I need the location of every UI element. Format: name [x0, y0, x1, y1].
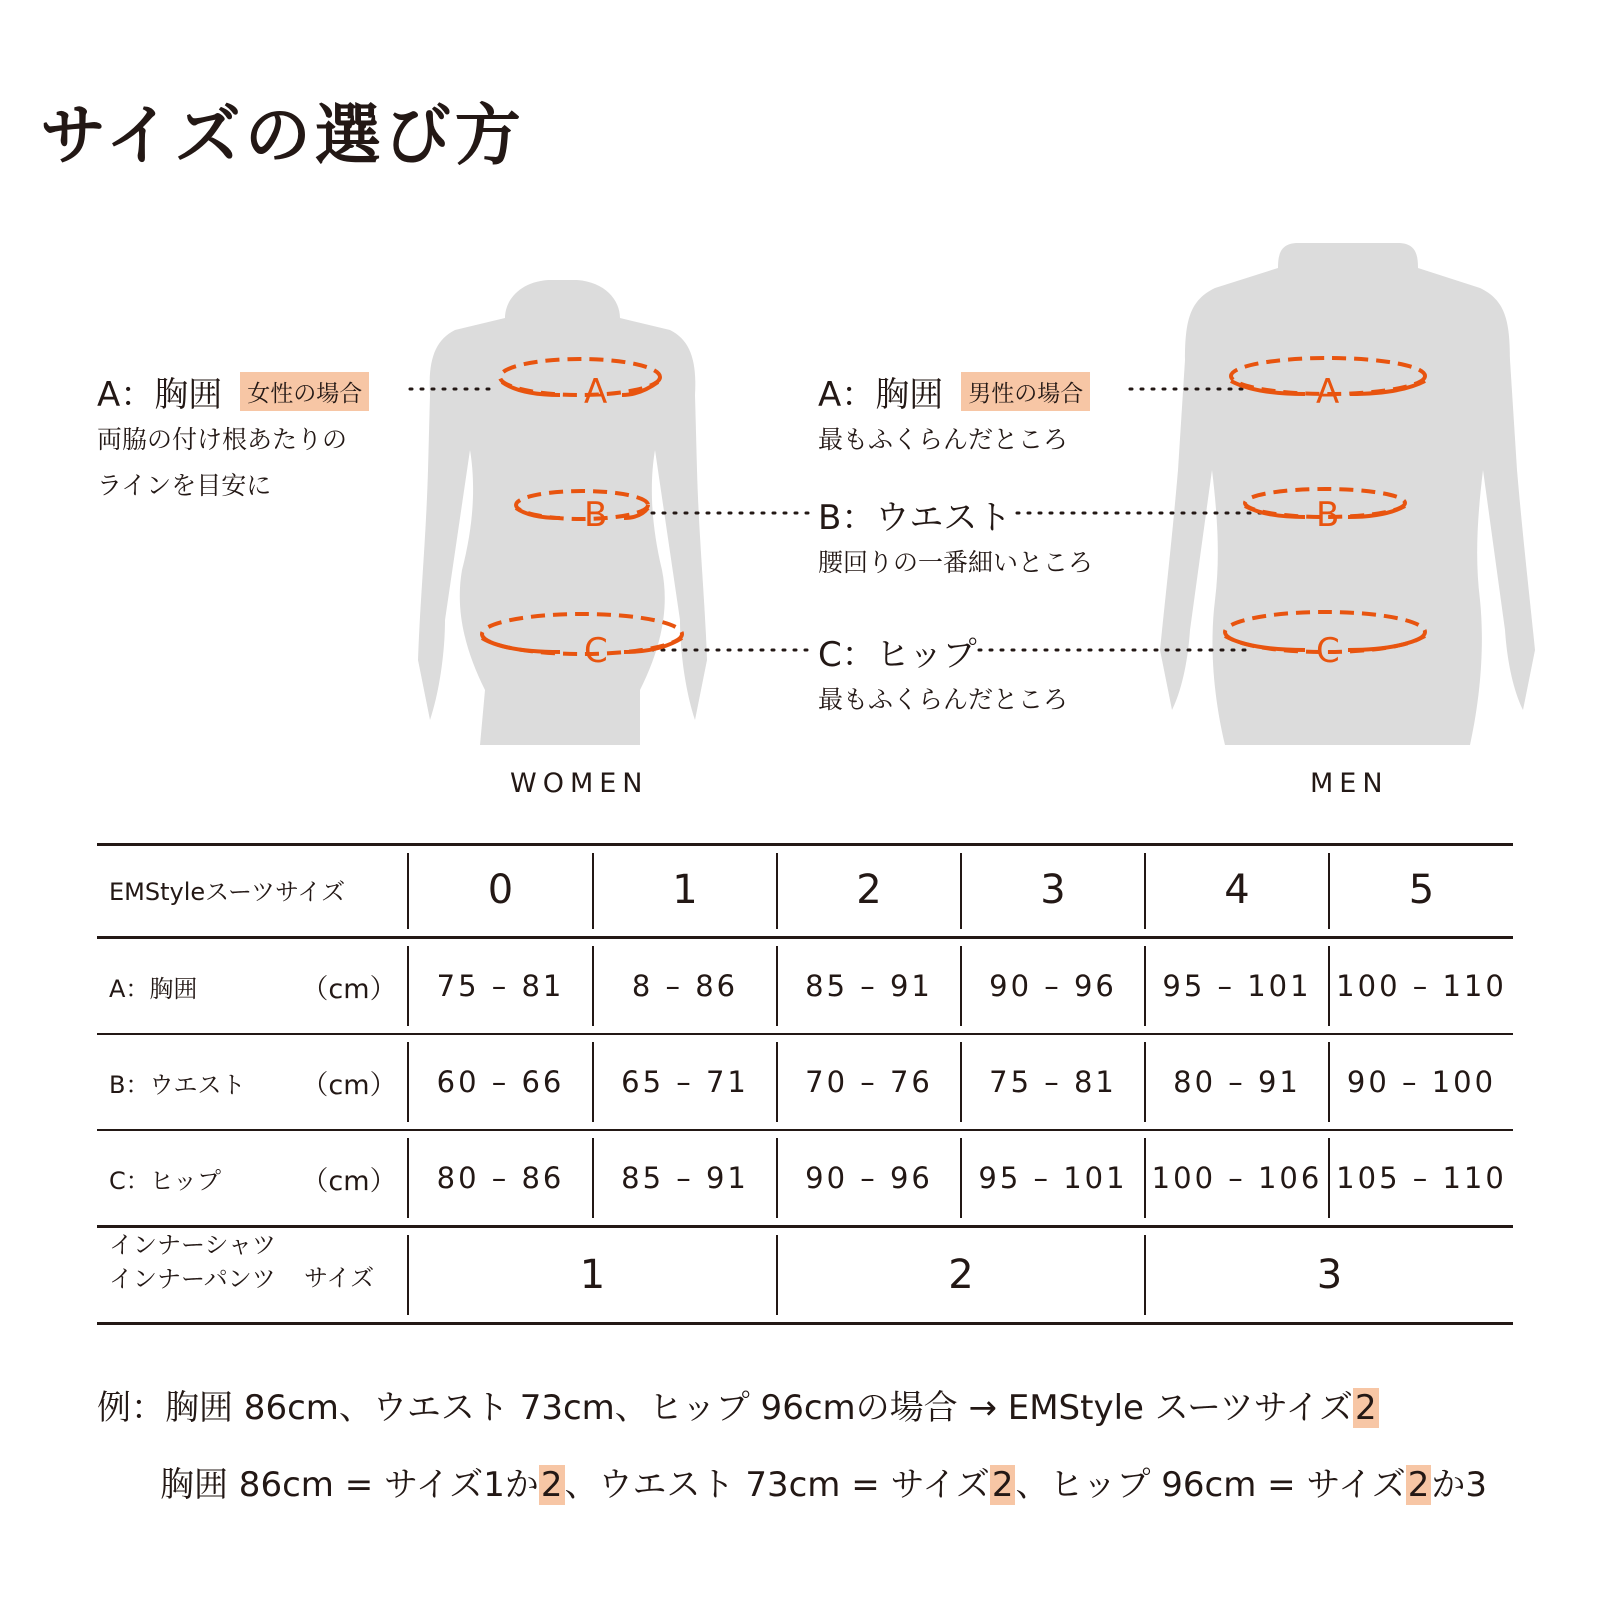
men-chest-desc: 最もふくらんだところ [818, 425, 1069, 454]
example-line2-part3: 、ヒップ 96cm = サイズ [1015, 1465, 1406, 1505]
men-caption: MEN [1310, 768, 1389, 799]
women-chest-desc [97, 417, 347, 509]
example-line2-part4: か3 [1431, 1465, 1487, 1505]
table-cell: 80 – 91 [1173, 1065, 1301, 1099]
inner-label-line2: インナーパンツ [109, 1265, 276, 1293]
table-cell: 95 – 101 [978, 1161, 1128, 1195]
example-line2-part1: 胸囲 86cm = サイズ1か [160, 1465, 539, 1505]
table-cell: 60 – 66 [436, 1065, 565, 1099]
example-mark1: 2 [540, 1465, 563, 1505]
women-chest-head: A：胸囲 [97, 375, 223, 415]
women-chest-desc-line2: ラインを目安に [97, 471, 272, 500]
inner-size: 1 [579, 1252, 606, 1298]
table-cell: 75 – 81 [989, 1065, 1117, 1099]
example-mark2: 2 [991, 1465, 1014, 1505]
row-label-waist: B：ウエスト [109, 1070, 246, 1099]
row-unit: （cm） [301, 1069, 397, 1101]
page-title: サイズの選び方 [40, 97, 525, 174]
inner-label-suffix: サイズ [304, 1263, 375, 1292]
inner-row-label [97, 1228, 289, 1322]
size-header: 2 [856, 866, 882, 913]
waist-desc: 腰回りの一番細いところ [818, 548, 1094, 577]
example-result-highlight: 2 [1354, 1388, 1377, 1428]
women-chest-label [97, 367, 369, 416]
men-chest-label [818, 367, 1090, 416]
table-cell: 90 – 96 [805, 1161, 933, 1195]
row-label-hip: C：ヒップ [109, 1166, 222, 1195]
example-mark3: 2 [1407, 1465, 1430, 1505]
women-caption: WOMEN [510, 768, 649, 799]
men-chest-head: A：胸囲 [818, 375, 944, 415]
table-cell: 105 – 110 [1336, 1161, 1507, 1195]
size-header: 4 [1224, 866, 1250, 913]
men-chest-tag: 男性の場合 [961, 372, 1090, 411]
size-table [97, 843, 1513, 1325]
women-marker-a: A [584, 372, 608, 412]
men-marker-a: A [1316, 372, 1340, 412]
example-line1 [97, 1380, 1379, 1429]
table-header-label: EMStyleスーツサイズ [109, 878, 346, 906]
row-unit: （cm） [301, 973, 397, 1005]
men-marker-b: B [1316, 495, 1340, 535]
inner-size: 3 [1316, 1252, 1343, 1298]
table-cell: 85 – 91 [805, 969, 933, 1003]
table-cell: 95 – 101 [1162, 969, 1312, 1003]
size-header: 0 [487, 866, 514, 913]
table-cell: 90 – 96 [989, 969, 1117, 1003]
men-silhouette [1160, 243, 1535, 745]
hip-desc: 最もふくらんだところ [818, 685, 1069, 714]
table-cell: 85 – 91 [621, 1161, 749, 1195]
women-chest-tag: 女性の場合 [240, 372, 369, 411]
waist-head: B：ウエスト [818, 498, 1012, 538]
inner-label-line1: インナーシャツ [109, 1231, 277, 1259]
table-rule-bottom [97, 1322, 1513, 1325]
example-line2-part2: 、ウエスト 73cm = サイズ [564, 1465, 990, 1505]
inner-size: 2 [948, 1252, 974, 1298]
size-header: 3 [1040, 866, 1066, 913]
table-cell: 80 – 86 [436, 1161, 565, 1195]
table-cell: 90 – 100 [1346, 1065, 1497, 1099]
example-line2 [160, 1457, 1487, 1506]
table-cell: 75 – 81 [436, 969, 565, 1003]
women-marker-b: B [584, 495, 608, 535]
hip-head: C：ヒップ [818, 635, 977, 675]
row-label-chest: A：胸囲 [109, 974, 198, 1003]
table-cell: 70 – 76 [805, 1065, 933, 1099]
women-marker-c: C [584, 631, 608, 671]
row-unit: （cm） [301, 1165, 397, 1197]
size-header: 1 [672, 866, 698, 913]
table-cell: 8 – 86 [631, 969, 739, 1003]
men-marker-c: C [1316, 631, 1340, 671]
size-header: 5 [1408, 866, 1435, 913]
women-chest-desc-line1: 両脇の付け根あたりの [97, 425, 348, 454]
table-cell: 100 – 110 [1336, 969, 1507, 1003]
table-cell: 65 – 71 [621, 1065, 749, 1099]
table-cell: 100 – 106 [1151, 1161, 1323, 1195]
example-line1-text: 例：胸囲 86cm、ウエスト 73cm、ヒップ 96cmの場合 → EMStyle スーツサイズ [97, 1388, 1353, 1428]
